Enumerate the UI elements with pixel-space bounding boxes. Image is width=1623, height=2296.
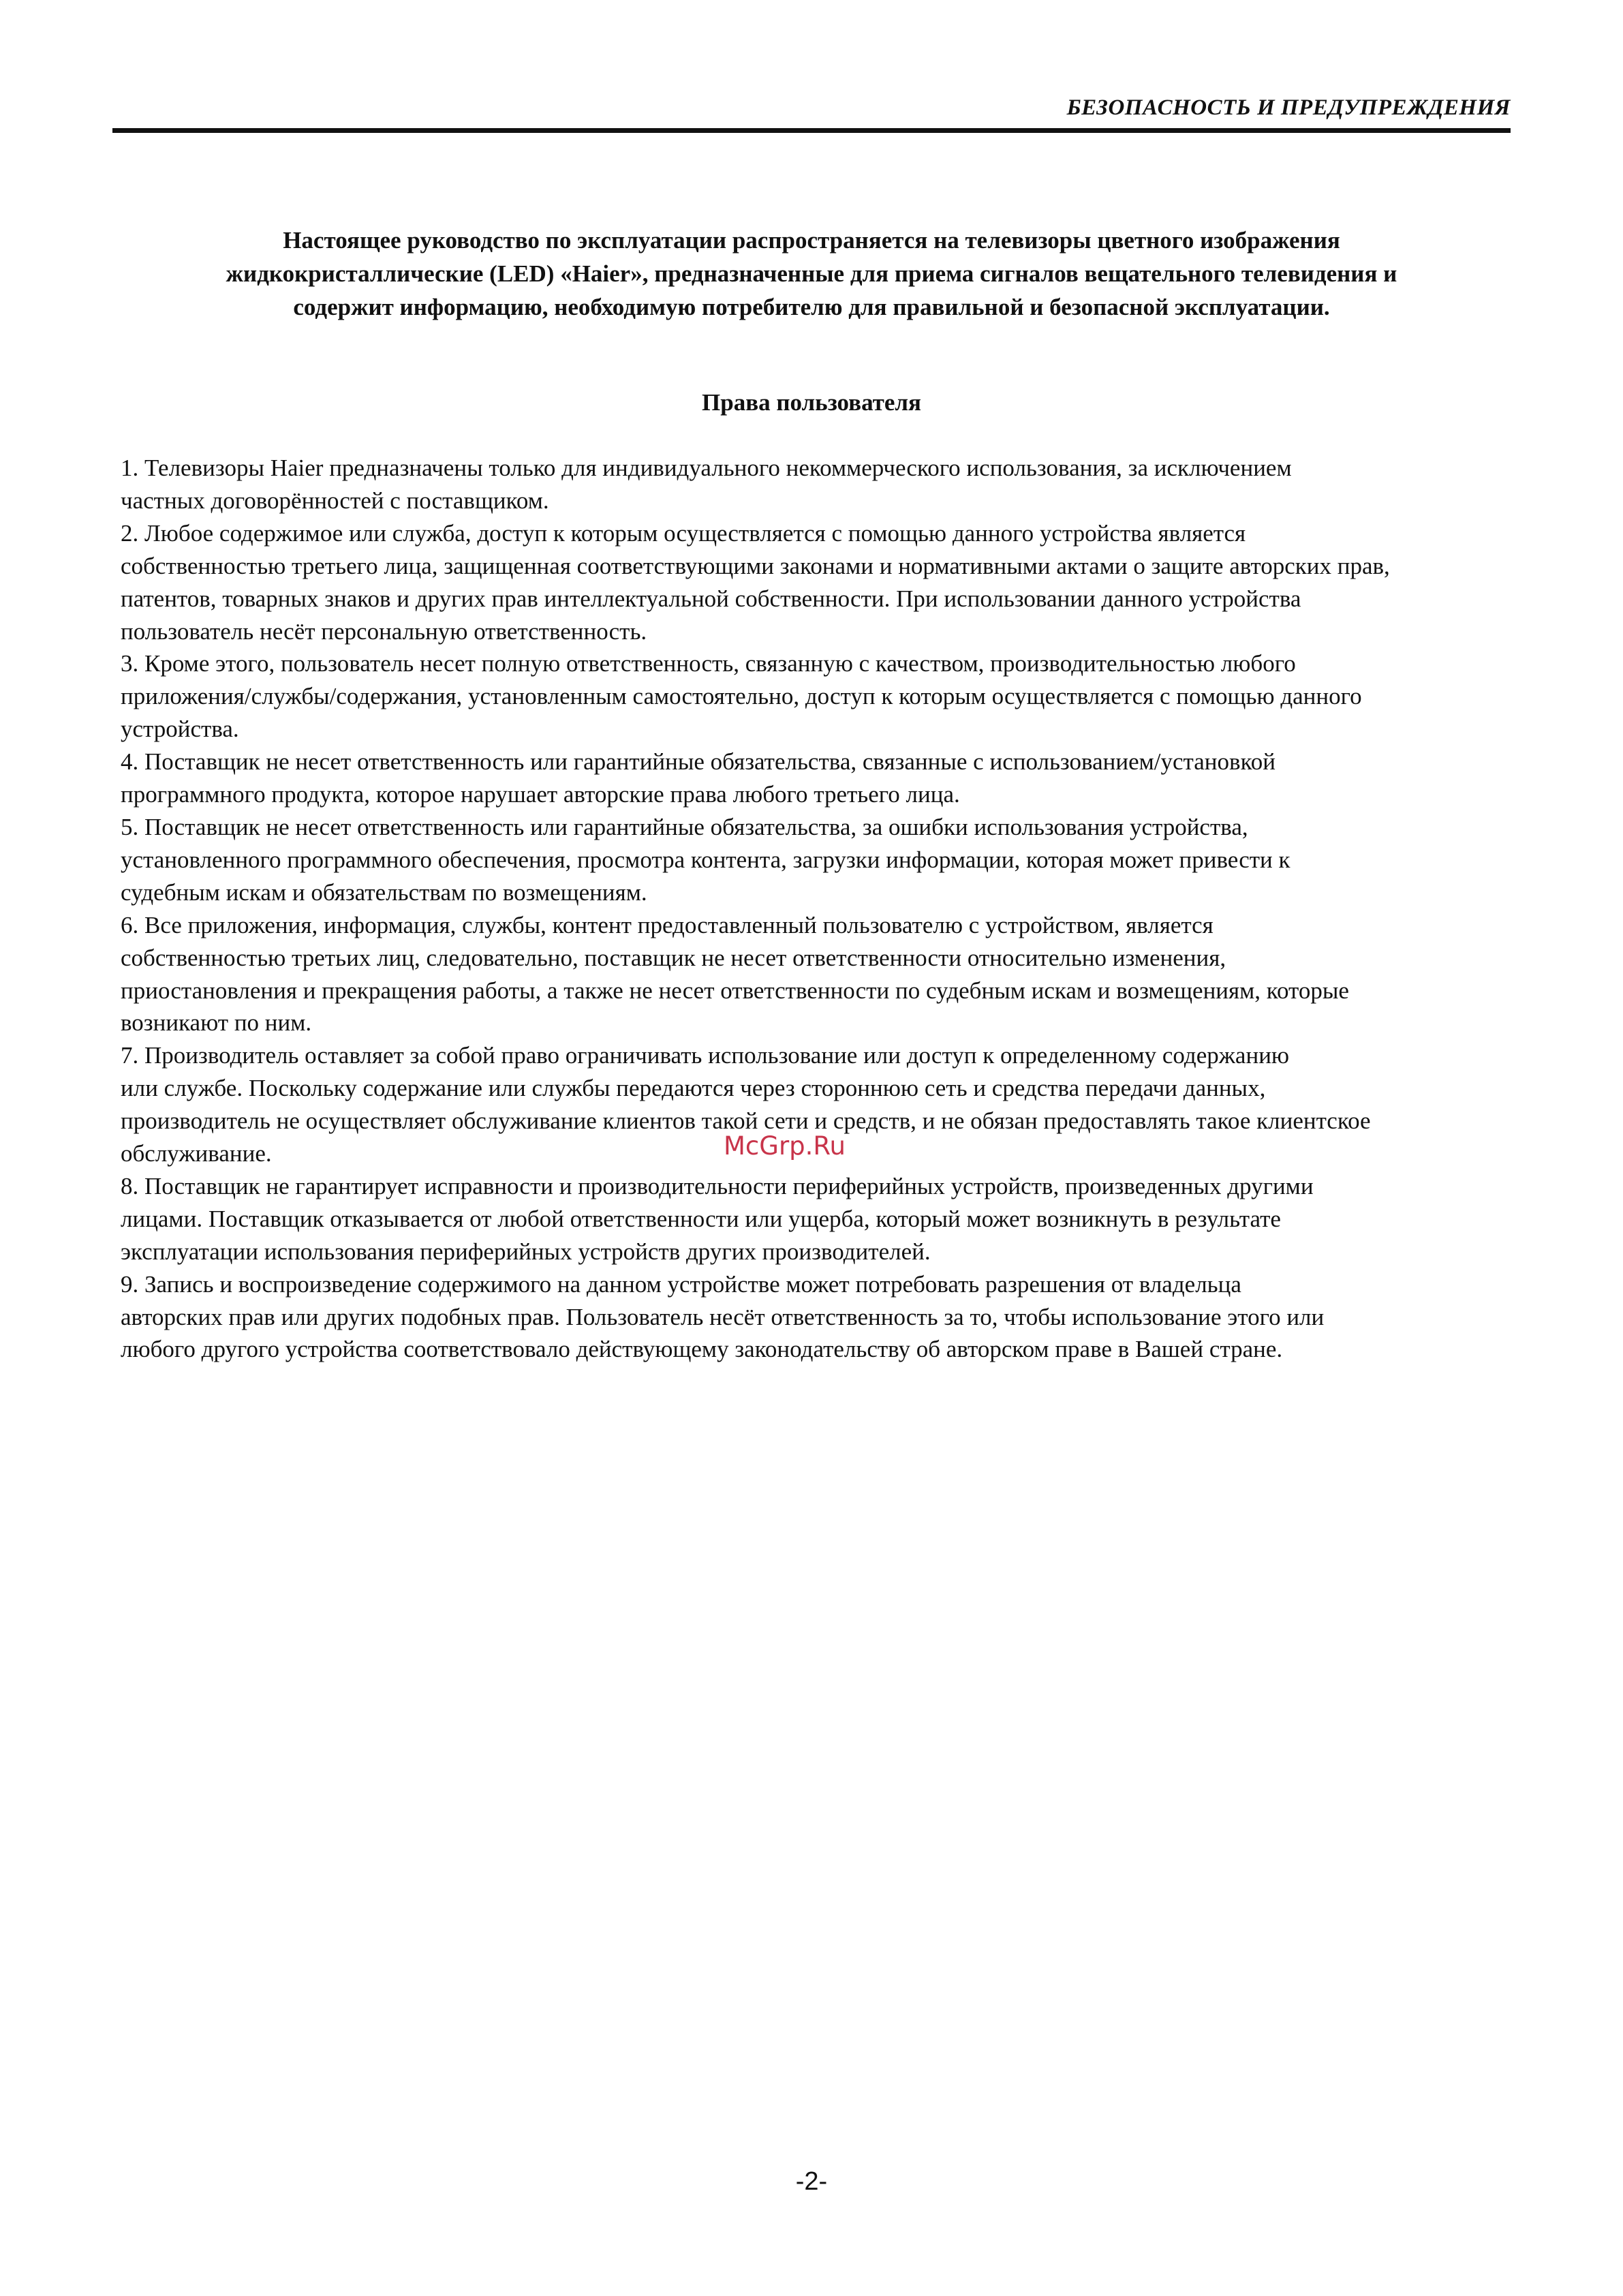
text-line: 8. Поставщик не гарантирует исправности и производительности периферийных устройств, произведенных другими: [121, 1172, 1314, 1199]
text-line: производитель не осуществляет обслуживание клиентов такой сети и средств, и не обязан предоставлять такое клиентское: [121, 1107, 1371, 1135]
text-line: любого другого устройства соответствовало действующему законодательству об авторском праве в Вашей стране.: [121, 1336, 1283, 1363]
text-line: 6. Все приложения, информация, службы, контент предоставленный пользователю с устройством, является: [121, 911, 1214, 938]
user-rights-list: [121, 452, 1586, 1366]
text-line: или службе. Поскольку содержание или службы передаются через стороннюю сеть и средства передачи данных,: [121, 1075, 1266, 1102]
text-line: собственностью третьих лиц, следовательно, поставщик не несет ответственности относительно изменения,: [121, 944, 1226, 971]
text-line: пользователь несёт персональную ответственность.: [121, 617, 647, 645]
text-line: программного продукта, которое нарушает авторские права любого третьего лица.: [121, 781, 960, 808]
watermark: McGrp.Ru: [724, 1131, 846, 1161]
text-line: лицами. Поставщик отказывается от любой ответственности или ущерба, который может возникнуть в результате: [121, 1205, 1281, 1232]
text-line: 3. Кроме этого, пользователь несет полную ответственность, связанную с качеством, производительностью любого: [121, 650, 1296, 677]
page-header: [112, 95, 1511, 134]
text-line: 9. Запись и воспроизведение содержимого на данном устройстве может потребовать разрешения от владельца: [121, 1270, 1241, 1298]
text-line: эксплуатации использования периферийных устройств других производителей.: [121, 1238, 931, 1265]
text-line: 2. Любое содержимое или служба, доступ к которым осуществляется с помощью данного устройства является: [121, 519, 1246, 547]
intro-line: содержит информацию, необходимую потребителю для правильной и безопасной эксплуатации.: [293, 294, 1330, 320]
section-title: Права пользователя: [702, 389, 921, 416]
text-line: обслуживание.: [121, 1140, 272, 1167]
text-line: авторских прав или других подобных прав. Пользователь несёт ответственность за то, чтобы использование этого или: [121, 1303, 1325, 1330]
text-line: 7. Производитель оставляет за собой право ограничивать использование или доступ к определенному содержанию: [121, 1042, 1290, 1069]
text-line: приостановления и прекращения работы, а также не несет ответственности по судебным искам и возмещениям, которые: [121, 977, 1349, 1004]
intro-line: Настоящее руководство по эксплуатации распространяется на телевизоры цветного изображения: [283, 227, 1340, 254]
text-line: собственностью третьего лица, защищенная соответствующими законами и нормативными актами о защите авторских прав,: [121, 552, 1390, 579]
intro-line: жидкокристаллические (LED) «Haier», предназначенные для приема сигналов вещательного телевидения и: [226, 260, 1397, 287]
header-title: БЕЗОПАСНОСТЬ И ПРЕДУПРЕЖДЕНИЯ: [1066, 95, 1511, 120]
text-line: патентов, товарных знаков и других прав интеллектуальной собственности. При использовании данного устройства: [121, 585, 1301, 612]
text-line: 4. Поставщик не несет ответственность или гарантийные обязательства, связанные с использованием/установкой: [121, 748, 1276, 776]
header-rule: [112, 128, 1511, 133]
page-number: -2-: [795, 2167, 828, 2196]
intro-paragraph: [112, 224, 1511, 324]
text-line: возникают по ним.: [121, 1009, 312, 1037]
text-line: установленного программного обеспечения, просмотра контента, загрузки информации, которая может привести к: [121, 846, 1290, 873]
text-line: 1. Телевизоры Haier предназначены только для индивидуального некоммерческого использования, за исключением: [121, 455, 1292, 481]
text-line: частных договорённостей с поставщиком.: [121, 487, 549, 514]
text-line: 5. Поставщик не несет ответственность или гарантийные обязательства, за ошибки использования устройства,: [121, 813, 1248, 840]
text-line: приложения/службы/содержания, установленным самостоятельно, доступ к которым осуществляется с помощью данного: [121, 683, 1362, 710]
text-line: устройства.: [121, 716, 239, 743]
text-line: судебным искам и обязательствам по возмещениям.: [121, 878, 647, 906]
